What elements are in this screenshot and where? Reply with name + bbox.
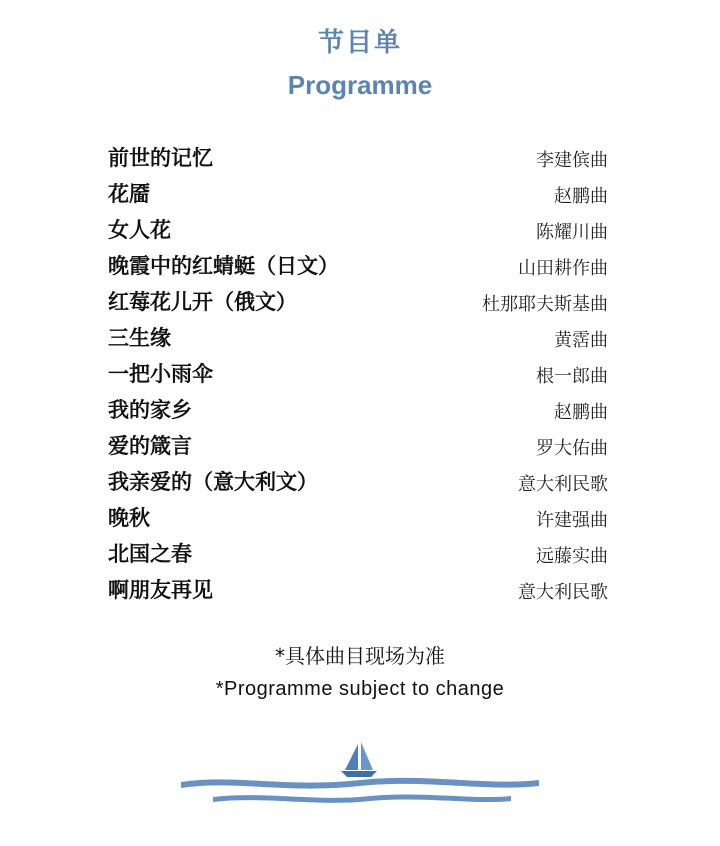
list-item [108,534,608,570]
composer: 根一郎曲 [536,366,608,387]
composer: 罗大佑曲 [536,438,608,459]
wave-icon [181,778,539,803]
list-item [108,498,608,534]
sailboat-waves-icon [175,740,545,810]
composer: 杜那耶夫斯基曲 [482,294,608,315]
list-item [108,390,608,426]
composer: 意大利民歌 [518,474,608,495]
song-title: 女人花 [108,218,171,242]
song-title: 啊朋友再见 [108,578,213,602]
list-item [108,318,608,354]
subject-to-change-note-cn: *具体曲目现场为准 [275,644,445,668]
list-item [108,426,608,462]
page-title-cn: 节目单 [317,28,402,58]
song-title: 我亲爱的（意大利文） [108,470,318,494]
song-title: 一把小雨伞 [108,362,213,386]
song-title: 红莓花儿开（俄文） [108,290,297,314]
list-item [108,246,608,282]
sailboat-icon [341,742,377,777]
list-item [108,210,608,246]
list-item [108,354,608,390]
list-item [108,462,608,498]
list-item [108,174,608,210]
song-title: 我的家乡 [108,398,192,422]
composer: 赵鹏曲 [554,402,608,423]
subject-to-change-note-en: *Programme subject to change [215,678,505,700]
song-title: 花靥 [108,182,150,206]
song-title: 晚霞中的红蜻蜓（日文） [108,254,339,278]
composer: 意大利民歌 [518,582,608,603]
list-item [108,282,608,318]
composer: 许建强曲 [536,510,608,531]
composer: 山田耕作曲 [518,258,608,279]
song-title: 北国之春 [108,542,192,566]
song-title: 三生缘 [108,326,171,350]
composer: 黄霑曲 [554,330,608,351]
list-item [108,138,608,174]
song-title: 前世的记忆 [108,146,213,170]
composer: 远藤实曲 [536,546,608,567]
programme-list [108,138,608,606]
composer: 赵鹏曲 [554,186,608,207]
song-title: 爱的箴言 [108,434,192,458]
composer: 陈耀川曲 [536,222,608,243]
composer: 李建傧曲 [536,150,608,171]
page-title-en: Programme [287,70,433,100]
list-item [108,570,608,606]
song-title: 晚秋 [108,506,150,530]
